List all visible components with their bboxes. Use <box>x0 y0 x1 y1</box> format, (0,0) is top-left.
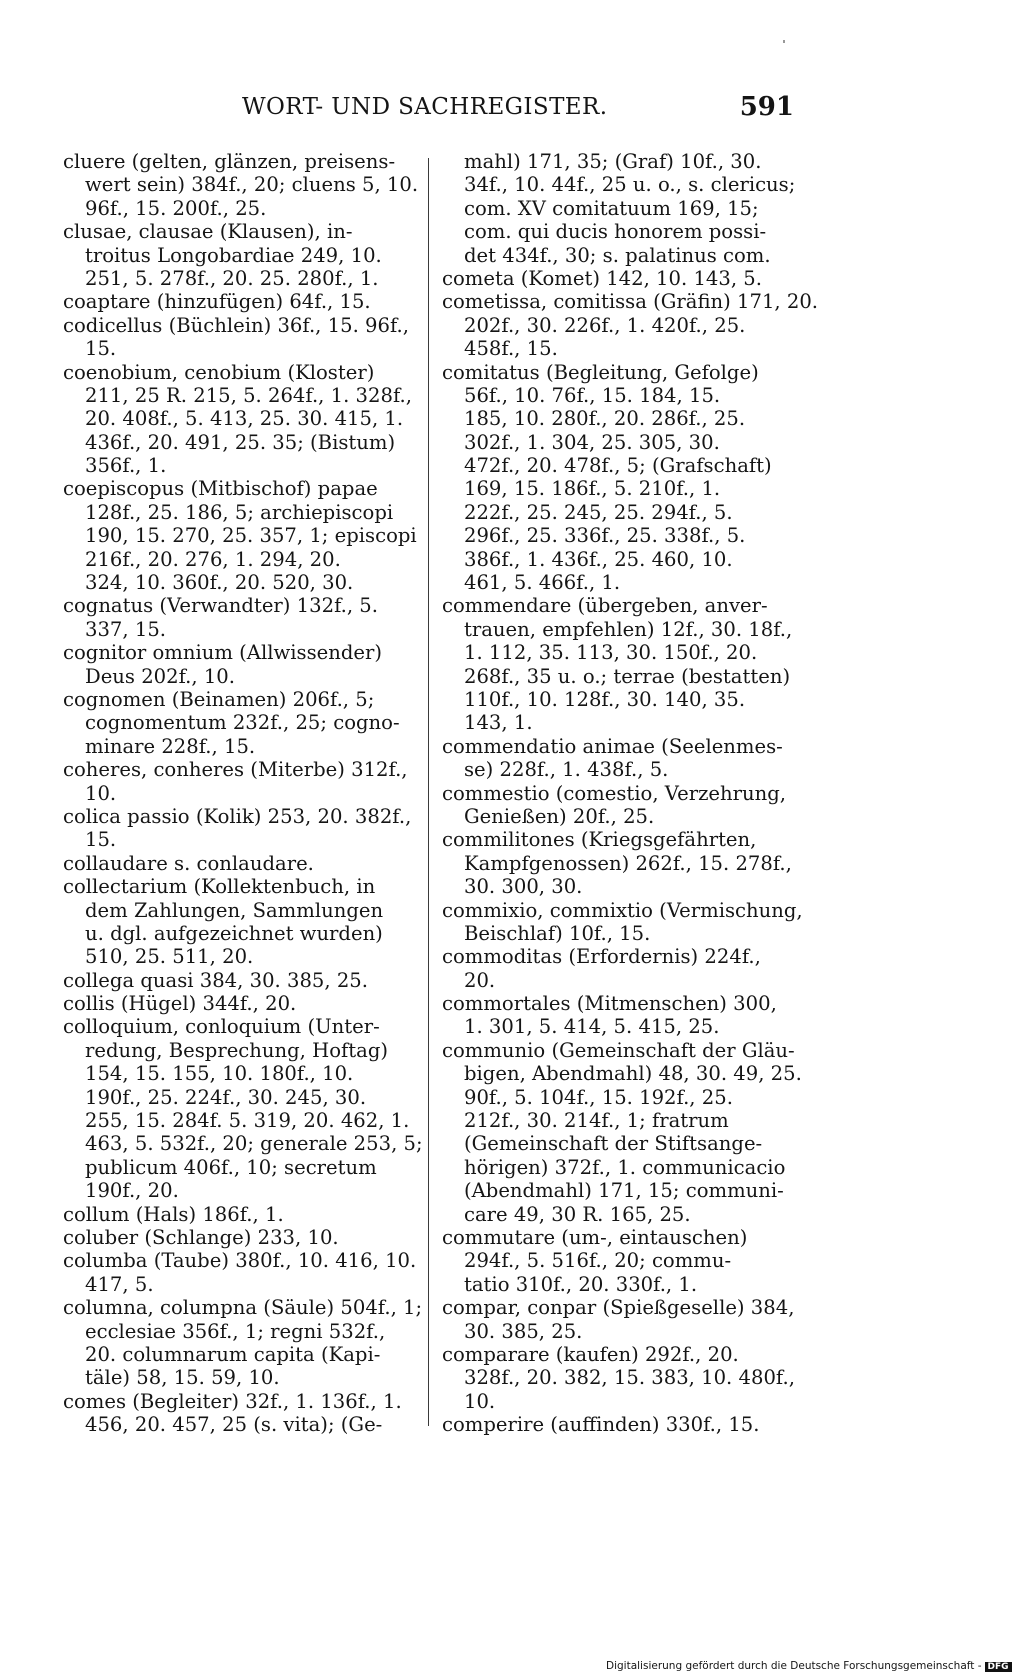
entry-headword-line: commixio, commixtio (Vermischung, <box>442 898 803 922</box>
index-entry <box>442 150 794 267</box>
entry-continuation-line: 128f., 25. 186, 5; archiepiscopi <box>85 500 394 524</box>
entry-headword-line: colloquium, conloquium (Unter- <box>63 1015 380 1039</box>
right-index-column <box>442 150 819 1437</box>
entry-continuation-line: 20. columnarum capita (Kapi- <box>85 1342 381 1366</box>
entry-continuation-line: 30. 300, 30. <box>464 875 583 899</box>
entry-headword-line: communio (Gemeinschaft der Gläu- <box>442 1038 795 1062</box>
entry-headword-line: collega quasi 384, 30. 385, 25. <box>63 968 369 992</box>
entry-continuation-line: 386f., 1. 436f., 25. 460, 10. <box>464 547 733 571</box>
entry-continuation-line: 190, 15. 270, 25. 357, 1; episcopi <box>85 524 417 548</box>
entry-headword-line: collis (Hügel) 344f., 20. <box>63 992 297 1016</box>
entry-continuation-line: 296f., 25. 336f., 25. 338f., 5. <box>464 524 746 548</box>
entry-continuation-line: 417, 5. <box>85 1272 154 1296</box>
entry-continuation-line: det 434f., 30; s. palatinus com. <box>464 243 771 267</box>
entry-continuation-line: 190f., 20. <box>85 1179 179 1203</box>
index-entry <box>442 828 794 898</box>
index-entry <box>63 477 417 595</box>
entry-continuation-line: u. dgl. aufgezeichnet wurden) <box>85 921 383 945</box>
entry-continuation-line: 1. 301, 5. 414, 5. 415, 25. <box>464 1015 720 1039</box>
entry-continuation-line: 268f., 35 u. o.; terrae (bestatten) <box>464 664 791 688</box>
entry-headword-line: cometissa, comitissa (Gräfin) 171, 20. <box>442 290 819 314</box>
entry-continuation-line: cognomentum 232f., 25; cogno- <box>85 711 400 735</box>
entry-continuation-line: 185, 10. 280f., 20. 286f., 25. <box>464 407 746 431</box>
index-entry <box>442 735 794 782</box>
entry-headword-line: coaptare (hinzufügen) 64f., 15. <box>63 290 371 314</box>
entry-continuation-line: 216f., 20. 276, 1. 294, 20. <box>85 547 341 571</box>
entry-continuation-line: se) 228f., 1. 438f., 5. <box>464 758 669 782</box>
entry-continuation-line: täle) 58, 15. 59, 10. <box>85 1366 280 1390</box>
entry-continuation-line: 461, 5. 466f., 1. <box>464 571 621 595</box>
entry-continuation-line: minare 228f., 15. <box>85 734 256 758</box>
entry-continuation-line: 458f., 15. <box>464 337 558 361</box>
entry-continuation-line: 472f., 20. 478f., 5; (Grafschaft) <box>464 454 772 478</box>
index-entry <box>442 1038 802 1226</box>
entry-continuation-line: 143, 1. <box>464 711 533 735</box>
entry-continuation-line: 328f., 20. 382, 15. 383, 10. 480f., <box>464 1366 795 1390</box>
entry-headword-line: cluere (gelten, glänzen, preisens- <box>63 150 396 173</box>
entry-headword-line: clusae, clausae (Klausen), in- <box>63 220 353 244</box>
entry-continuation-line: 10. <box>464 1389 496 1413</box>
page-number: 591 <box>739 92 794 122</box>
entry-continuation-line: wert sein) 384f., 20; cluens 5, 10. <box>85 173 419 197</box>
index-entry <box>63 360 412 478</box>
index-entry <box>63 969 408 992</box>
entry-headword-line: comperire (auffinden) 330f., 15. <box>442 1413 760 1437</box>
column-divider <box>428 158 429 1426</box>
entry-continuation-line: com. XV comitatuum 169, 15; <box>464 196 759 220</box>
index-entry <box>442 945 794 992</box>
entry-headword-line: collaudare s. conlaudare. <box>63 851 314 875</box>
entry-continuation-line: publicum 406f., 10; secretum <box>85 1155 377 1179</box>
entry-headword-line: columna, columpna (Säule) 504f., 1; <box>63 1296 423 1320</box>
index-entry <box>442 1413 794 1436</box>
index-entry <box>63 758 408 805</box>
entry-continuation-line: 20. <box>464 968 496 992</box>
entry-continuation-line: 222f., 25. 245, 25. 294f., 5. <box>464 500 733 524</box>
entry-continuation-line: 96f., 15. 200f., 25. <box>85 196 267 220</box>
entry-continuation-line: 15. <box>85 828 117 852</box>
entry-continuation-line: 212f., 30. 214f., 1; fratrum <box>464 1109 729 1133</box>
entry-headword-line: codicellus (Büchlein) 36f., 15. 96f., <box>63 313 409 337</box>
entry-headword-line: coluber (Schlange) 233, 10. <box>63 1225 339 1249</box>
index-entry <box>442 898 803 946</box>
entry-continuation-line: 202f., 30. 226f., 1. 420f., 25. <box>464 313 746 337</box>
entry-headword-line: compar, conpar (Spießgeselle) 384, <box>442 1296 795 1320</box>
index-entry <box>442 361 794 595</box>
entry-headword-line: commutare (um-, eintauschen) <box>442 1225 748 1249</box>
entry-continuation-line: (Abendmahl) 171, 15; communi- <box>464 1179 784 1203</box>
entry-headword-line: cognomen (Beinamen) 206f., 5; <box>63 687 375 711</box>
entry-headword-line: coheres, conheres (Miterbe) 312f., <box>63 758 408 782</box>
index-entry <box>442 782 794 829</box>
entry-headword-line: cometa (Komet) 142, 10. 143, 5. <box>442 266 762 290</box>
index-entry <box>63 641 408 688</box>
entry-continuation-line: 211, 25 R. 215, 5. 264f., 1. 328f., <box>85 383 412 407</box>
index-entry <box>63 150 419 220</box>
entry-continuation-line: 324, 10. 360f., 20. 520, 30. <box>85 571 354 595</box>
entry-continuation-line: (Gemeinschaft der Stiftsange- <box>464 1132 763 1156</box>
entry-headword-line: cognitor omnium (Allwissender) <box>63 641 382 665</box>
entry-headword-line: commilitones (Kriegsgefährten, <box>442 828 757 852</box>
dfg-logo: DFG <box>985 1662 1012 1672</box>
page-header <box>242 94 794 134</box>
index-entry <box>63 852 408 875</box>
index-entry <box>63 688 408 758</box>
entry-continuation-line: Deus 202f., 10. <box>85 664 236 688</box>
entry-headword-line: collectarium (Kollektenbuch, in <box>63 875 376 899</box>
entry-continuation-line: 56f., 10. 76f., 15. 184, 15. <box>464 383 721 407</box>
entry-continuation-line: 294f., 5. 516f., 20; commu- <box>464 1249 732 1273</box>
index-entry <box>63 314 408 361</box>
entry-continuation-line: Genießen) 20f., 25. <box>464 804 655 828</box>
index-entry <box>442 992 794 1039</box>
entry-continuation-line: 510, 25. 511, 20. <box>85 945 254 969</box>
entry-headword-line: coepiscopus (Mitbischof) papae <box>63 477 378 501</box>
index-entry <box>63 992 408 1015</box>
entry-continuation-line: 10. <box>85 781 117 805</box>
entry-continuation-line: 1. 112, 35. 113, 30. 150f., 20. <box>464 641 758 665</box>
footer-text: Digitalisierung gefördert durch die Deutsche Forschungsgemeinschaft - <box>606 1660 982 1672</box>
entry-continuation-line: 456, 20. 457, 25 (s. vita); (Ge- <box>85 1413 383 1437</box>
index-entry <box>63 1203 408 1226</box>
entry-continuation-line: 169, 15. 186f., 5. 210f., 1. <box>464 477 721 501</box>
index-entry <box>442 290 819 361</box>
index-entry <box>442 1226 794 1296</box>
index-entry <box>63 1015 423 1203</box>
entry-continuation-line: 463, 5. 532f., 20; generale 253, 5; <box>85 1132 423 1156</box>
index-entry <box>63 804 412 852</box>
entry-continuation-line: 20. 408f., 5. 413, 25. 30. 415, 1. <box>85 407 404 431</box>
index-entry <box>63 290 408 313</box>
entry-continuation-line: hörigen) 372f., 1. communicacio <box>464 1155 786 1179</box>
entry-continuation-line: trauen, empfehlen) 12f., 30. 18f., <box>464 617 793 641</box>
entry-continuation-line: troitus Longobardiae 249, 10. <box>85 243 382 267</box>
entry-continuation-line: redung, Besprechung, Hoftag) <box>85 1038 389 1062</box>
entry-continuation-line: 30. 385, 25. <box>464 1319 583 1343</box>
entry-headword-line: comparare (kaufen) 292f., 20. <box>442 1342 739 1366</box>
entry-continuation-line: 15. <box>85 337 117 361</box>
index-entry <box>63 1296 423 1390</box>
running-title: WORT- UND SACHREGISTER. <box>242 94 608 120</box>
entry-continuation-line: 154, 15. 155, 10. 180f., 10. <box>85 1062 354 1086</box>
entry-continuation-line: 436f., 20. 491, 25. 35; (Bistum) <box>85 430 396 454</box>
entry-continuation-line: 110f., 10. 128f., 30. 140, 35. <box>464 687 746 711</box>
entry-headword-line: commendatio animae (Seelenmes- <box>442 734 783 758</box>
index-entry <box>63 1226 408 1249</box>
entry-continuation-line: mahl) 171, 35; (Graf) 10f., 30. <box>464 150 762 173</box>
entry-continuation-line: care 49, 30 R. 165, 25. <box>464 1202 691 1226</box>
entry-headword-line: comitatus (Begleitung, Gefolge) <box>442 360 759 384</box>
entry-continuation-line: 190f., 25. 224f., 30. 245, 30. <box>85 1085 367 1109</box>
entry-continuation-line: Kampfgenossen) 262f., 15. 278f., <box>464 851 792 875</box>
index-entry <box>63 1390 408 1437</box>
entry-headword-line: commortales (Mitmenschen) 300, <box>442 992 777 1016</box>
entry-headword-line: commendare (übergeben, anver- <box>442 594 768 618</box>
entry-headword-line: collum (Hals) 186f., 1. <box>63 1202 284 1226</box>
entry-continuation-line: 337, 15. <box>85 617 167 641</box>
entry-continuation-line: 90f., 5. 104f., 15. 192f., 25. <box>464 1085 733 1109</box>
footer-credit <box>606 1660 1012 1672</box>
index-entry <box>63 875 408 969</box>
entry-continuation-line: bigen, Abendmahl) 48, 30. 49, 25. <box>464 1062 802 1086</box>
index-entry <box>442 1296 794 1343</box>
entry-continuation-line: tatio 310f., 20. 330f., 1. <box>464 1272 698 1296</box>
entry-continuation-line: Beischlaf) 10f., 15. <box>464 921 651 945</box>
entry-headword-line: coenobium, cenobium (Kloster) <box>63 360 375 384</box>
index-entry <box>442 594 794 734</box>
entry-continuation-line: ecclesiae 356f., 1; regni 532f., <box>85 1319 386 1343</box>
left-index-column <box>63 150 423 1437</box>
entry-continuation-line: 356f., 1. <box>85 454 167 478</box>
entry-continuation-line: 251, 5. 278f., 20. 25. 280f., 1. <box>85 266 379 290</box>
entry-continuation-line: dem Zahlungen, Sammlungen <box>85 898 384 922</box>
entry-headword-line: columba (Taube) 380f., 10. 416, 10. <box>63 1249 417 1273</box>
index-entry <box>63 1249 417 1296</box>
entry-headword-line: commoditas (Erfordernis) 224f., <box>442 945 761 969</box>
entry-continuation-line: 255, 15. 284f. 5. 319, 20. 462, 1. <box>85 1109 410 1133</box>
entry-headword-line: commestio (comestio, Verzehrung, <box>442 781 787 805</box>
entry-continuation-line: com. qui ducis honorem possi- <box>464 220 767 244</box>
index-entry <box>442 1343 794 1413</box>
entry-headword-line: comes (Begleiter) 32f., 1. 136f., 1. <box>63 1389 402 1413</box>
entry-continuation-line: 302f., 1. 304, 25. 305, 30. <box>464 430 720 454</box>
entry-headword-line: cognatus (Verwandter) 132f., 5. <box>63 594 379 618</box>
index-entry <box>63 220 408 290</box>
index-entry <box>442 267 794 290</box>
entry-continuation-line: 34f., 10. 44f., 25 u. o., s. clericus; <box>464 173 796 197</box>
scan-speck <box>783 40 785 43</box>
entry-headword-line: colica passio (Kolik) 253, 20. 382f., <box>63 804 412 828</box>
index-entry <box>63 594 408 641</box>
